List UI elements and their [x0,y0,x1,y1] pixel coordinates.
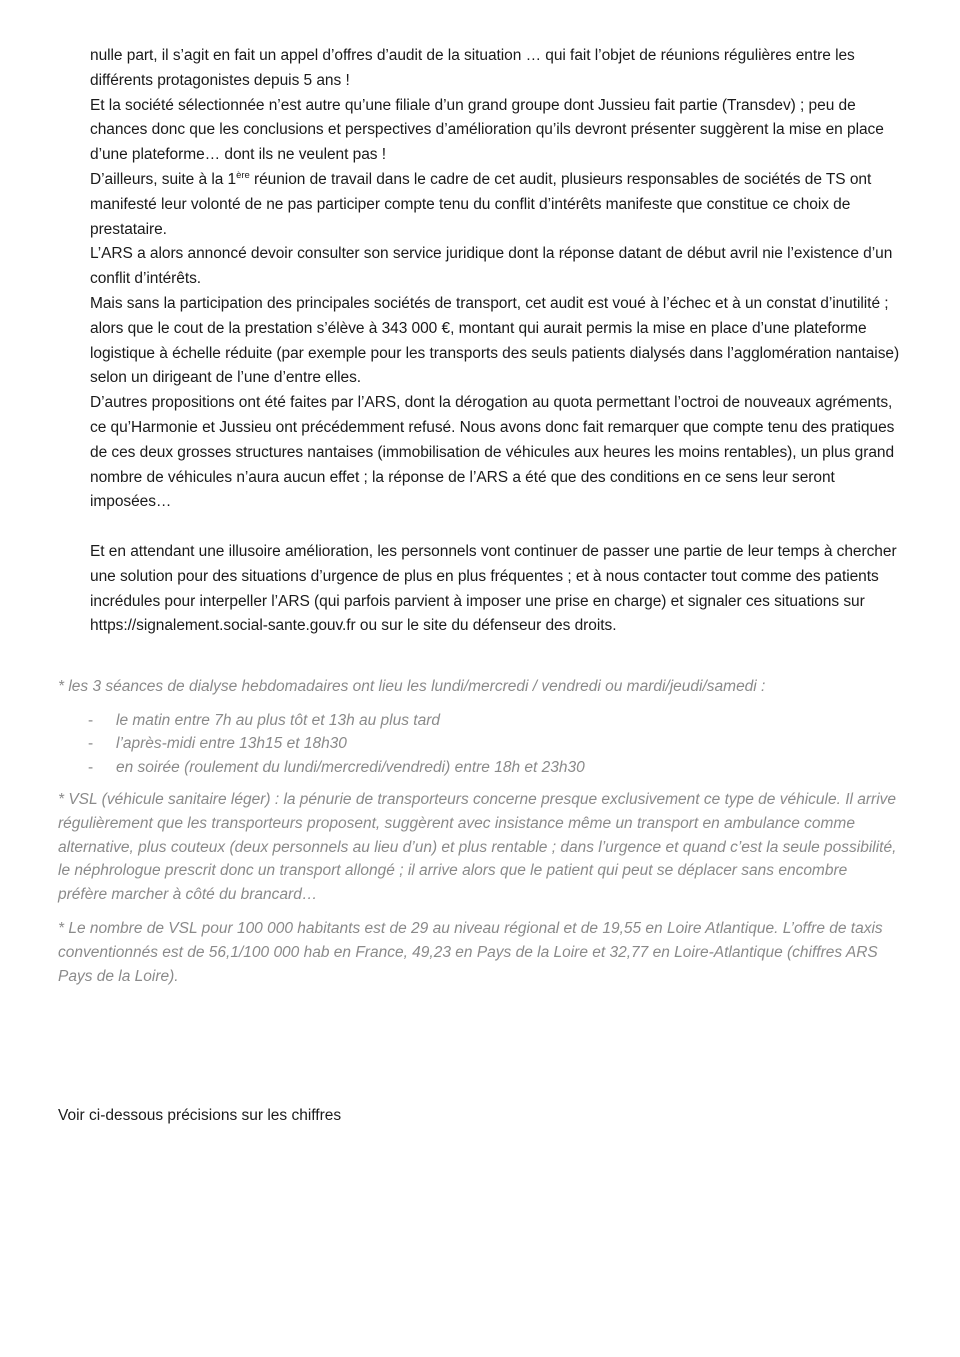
list-item [58,709,898,733]
list-item [58,732,898,756]
paragraph-first-meeting [90,168,910,242]
paragraph-first-meeting-start: D’ailleurs, suite à la 1 [90,170,237,188]
paragraph-other-proposals: D’autres propositions ont été faites par l’ARS, dont la dérogation au quota permettant l’octroi de nouveaux agréments, ce qu’Harmonie et Jussieu ont précédemment refusé. Nous avons donc fait remarquer que compte tenu des pratiques de ces deux grosses structures nantaises (immobilisation de véhicules aux heures les moins rentables), un plus grand nombre de véhicules n’aura aucun effet ; la réponse de l’ARS a été que des conditions en ce sens leur seront imposées… [90,394,895,511]
paragraph-first-meeting-end: réunion de travail dans le cadre de cet audit, plusieurs responsables de sociétés de TS ont manifesté leur volonté de ne pas participer compte tenu du conflit d’intérêts manifeste que constitue ce choix de prestataire. [90,170,872,238]
bullet-dash: - [88,758,94,776]
list-item-text: l’après-midi entre 13h15 et 18h30 [116,735,347,753]
paragraph-audit-cost: Mais sans la participation des principales sociétés de transport, cet audit est voué à l’échec et à un constat d’inutilité ; alors que le cout de la prestation s’élève à 343 000 €, montant qui aurait permis la mise en place d’une plateforme logistique à échelle réduite (par exemple pour les transports des seuls patients dialysés dans l’agglomération nantaise) selon un dirigeant de l’une d’entre elles. [90,294,900,387]
list-item-text: en soirée (roulement du lundi/mercredi/vendredi) entre 18h et 23h30 [116,758,585,776]
paragraph-conclusion: Et en attendant une illusoire amélioration, les personnels vont continuer de passer une partie de leur temps à chercher une solution pour des situations d’urgence de plus en plus fréquentes ; et à nous contacter tout comme des patients incrédules pour interpeller l’ARS (qui parfois parvient à imposer une prise en charge) et signaler ces situations sur https://signalement.social-sante.gouv.fr ou sur le site du défenseur des droits. [90,542,897,635]
bullet-dash: - [88,735,94,753]
list-item-text: le matin entre 7h au plus tôt et 13h au plus tard [116,711,440,729]
see-figures-note: Voir ci-dessous précisions sur les chiffres [58,1107,342,1124]
dialysis-time-list [58,709,898,780]
main-body-text [90,44,910,639]
paragraph-legal-service: L’ARS a alors annoncé devoir consulter son service juridique dont la réponse datant de début avril nie l’existence d’un conflit d’intérêts. [90,245,893,288]
footnote-vsl-definition: * VSL (véhicule sanitaire léger) : la pénurie de transporteurs concerne presque exclusivement ce type de véhicule. Il arrive régulièrement que les transporteurs proposent, suggèrent avec insistance même un transport en ambulance comme alternative, plus couteux (deux personnels au lieu d’un) et plus rentable ; dans l’urgence et quand c’est la seule possibilité, le néphrologue prescrit donc un transport allongé ; il arrive alors que le patient qui peut se déplacer sans encombre préfère marcher à côté du brancard… [58,791,897,903]
footnotes-section [58,675,898,999]
list-item [58,756,898,780]
paragraph-spacer [90,515,910,540]
bullet-dash: - [88,711,94,729]
footnote-vsl-figures: * Le nombre de VSL pour 100 000 habitants est de 29 au niveau régional et de 19,55 en Loire Atlantique. L’offre de taxis conventionnés est de 56,1/100 000 hab en France, 49,23 en Pays de la Loire et 32,77 en Loire-Atlantique (chiffres ARS Pays de la Loire). [58,920,883,985]
paragraph-selected-company: Et la société sélectionnée n’est autre qu’une filiale d’un grand groupe dont Jussieu fait partie (Transdev) ; peu de chances donc que les conclusions et perspectives d’amélioration qu’ils devront présenter suggèrent la mise en place d’une plateforme… dont ils ne veulent pas ! [90,96,884,164]
footnote-dialysis-schedule: * les 3 séances de dialyse hebdomadaires ont lieu les lundi/mercredi / vendredi ou mardi/jeudi/samedi : [58,678,766,695]
ordinal-superscript: ère [236,169,250,181]
paragraph-audit-intro: nulle part, il s’agit en fait un appel d’offres d’audit de la situation … qui fait l’objet de réunions régulières entre les différents protagonistes depuis 5 ans ! [90,47,855,89]
